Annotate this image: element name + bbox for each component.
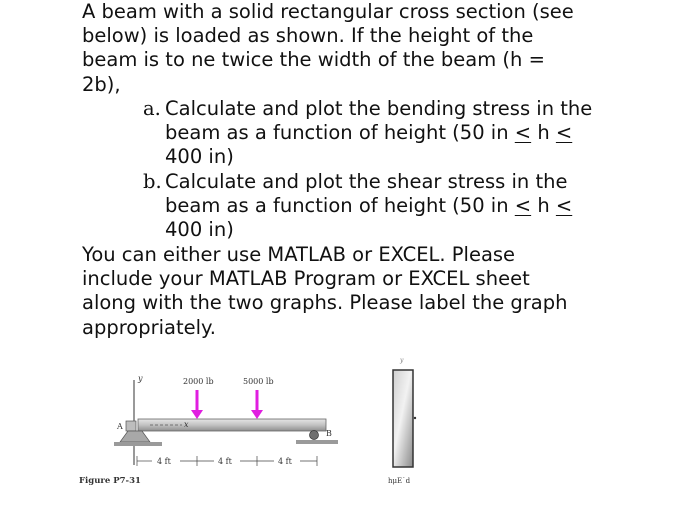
part-b-le-2: < <box>555 194 573 217</box>
figure-caption: Figure P7-31 <box>79 476 141 486</box>
cross-section <box>393 370 413 467</box>
intro-line-1: A beam with a solid rectangular cross section (see <box>82 0 574 23</box>
load-1-label: 2000 lb <box>183 377 214 386</box>
part-b-marker: b. <box>143 170 162 193</box>
part-b-line-1: Calculate and plot the shear stress in the <box>165 170 568 193</box>
label-b: B <box>326 429 332 438</box>
intro-line-2: below) is loaded as shown. If the height of the <box>82 24 534 47</box>
dim-3-label: 4 ft <box>278 457 292 466</box>
section-caption: hμE˙d <box>388 477 411 485</box>
part-a-line-3: 400 in) <box>165 145 234 168</box>
label-a: A <box>117 422 123 431</box>
intro-line-3: beam is to ne twice the width of the beam (h = <box>82 48 545 71</box>
section-y-label: y <box>400 357 404 364</box>
part-b-le-1: < <box>514 194 532 217</box>
part-a-line-1: Calculate and plot the bending stress in the <box>165 97 593 120</box>
dim-1-label: 4 ft <box>157 457 171 466</box>
closing-line-4: appropriately. <box>82 316 217 339</box>
load-2-label: 5000 lb <box>243 377 274 386</box>
load-1-arrow-head <box>191 410 203 419</box>
part-a-line-2: beam as a function of height (50 in < h < <box>165 121 573 144</box>
pin-block <box>126 421 136 431</box>
closing-line-1: You can either use MATLAB or EXCEL. Please <box>82 243 516 266</box>
ground-right <box>296 440 338 444</box>
part-b-line-2: beam as a function of height (50 in < h < <box>165 194 573 217</box>
part-b-line-3: 400 in) <box>165 218 234 241</box>
part-a-le-1: < <box>514 121 532 144</box>
pin-support <box>120 431 150 442</box>
load-2-arrow-head <box>251 410 263 419</box>
dim-2-label: 4 ft <box>218 457 232 466</box>
intro-line-4: 2b), <box>82 73 121 96</box>
ground-left <box>114 442 162 446</box>
part-a-marker: a. <box>143 97 161 120</box>
y-axis-label: y <box>138 374 143 383</box>
x-axis-label: x <box>184 420 189 429</box>
part-a-le-2: < <box>555 121 573 144</box>
closing-line-2: include your MATLAB Program or EXCEL sheet <box>82 267 530 290</box>
roller <box>310 431 319 440</box>
section-centroid-mark <box>414 417 416 419</box>
closing-line-3: along with the two graphs. Please label the graph <box>82 291 568 314</box>
